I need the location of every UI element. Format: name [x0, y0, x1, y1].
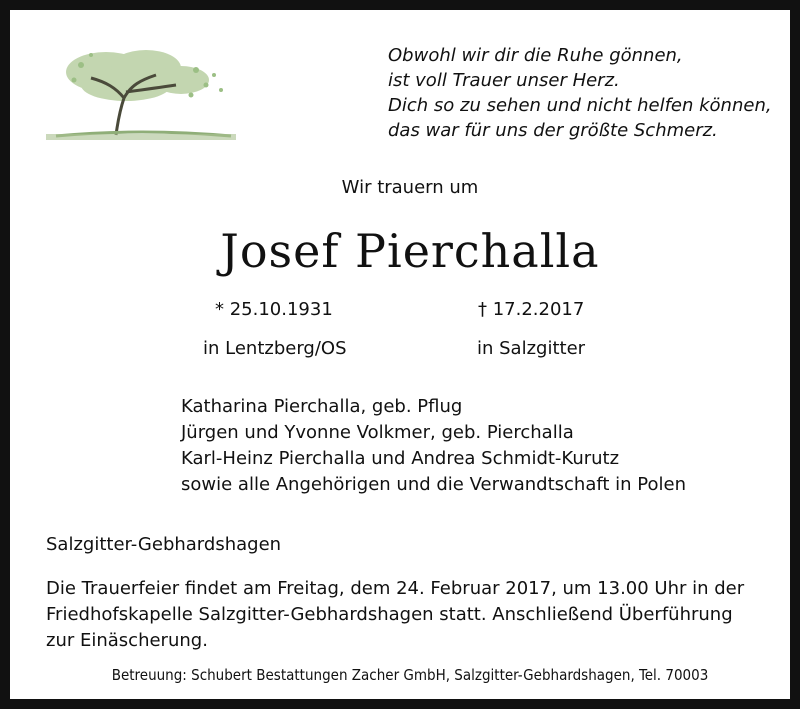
intro-text: Wir trauern um — [341, 177, 479, 198]
poem-line: Obwohl wir dir die Ruhe gönnen, — [388, 45, 683, 66]
death-place: in Salzgitter — [477, 338, 586, 359]
deceased-name: Josef Pierchalla — [220, 224, 600, 278]
mourners-list — [181, 394, 686, 498]
mourner-line: Jürgen und Yvonne Volkmer, geb. Pierchalla — [181, 422, 574, 443]
poem-line: Dich so zu sehen und nicht helfen können, — [388, 95, 772, 116]
death-date: † 17.2.2017 — [478, 299, 585, 320]
service-line: Die Trauerfeier findet am Freitag, dem 24. Februar 2017, um 13.00 Uhr in der — [46, 578, 745, 599]
birth-place: in Lentzberg/OS — [203, 338, 347, 359]
mourner-line: Karl-Heinz Pierchalla und Andrea Schmidt-Kurutz — [181, 448, 620, 469]
service-line: zur Einäscherung. — [46, 630, 208, 651]
poem-line: das war für uns der größte Schmerz. — [388, 120, 718, 141]
birth-date: * 25.10.1931 — [215, 299, 333, 320]
service-line: Friedhofskapelle Salzgitter-Gebhardshagen statt. Anschließend Überführung — [46, 604, 733, 625]
poem-line: ist voll Trauer unser Herz. — [388, 70, 620, 91]
service-details — [46, 576, 776, 654]
mourner-line: sowie alle Angehörigen und die Verwandtschaft in Polen — [181, 474, 686, 495]
mourner-line: Katharina Pierchalla, geb. Pflug — [181, 396, 463, 417]
tree-in-wind-icon — [46, 40, 236, 140]
poem — [388, 43, 788, 143]
funeral-home-footer: Betreuung: Schubert Bestattungen Zacher GmbH, Salzgitter-Gebhardshagen, Tel. 70003 — [111, 666, 709, 684]
location: Salzgitter-Gebhardshagen — [46, 534, 282, 555]
